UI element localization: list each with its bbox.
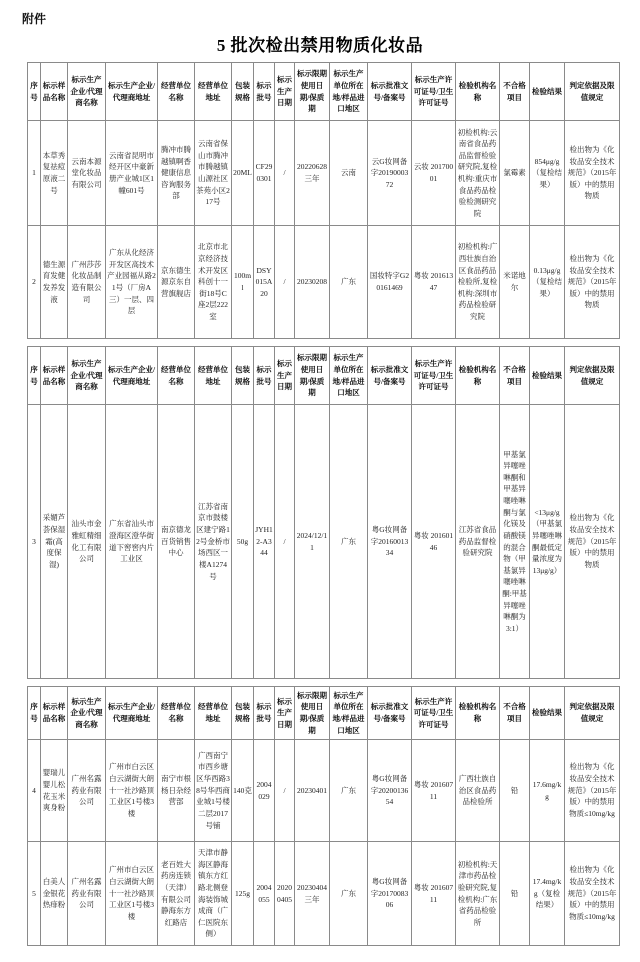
table-cell: 德生源育发健发养发液 bbox=[41, 226, 68, 339]
table-cell: 50g bbox=[232, 405, 254, 679]
table-cell: 粤妆 20160711 bbox=[412, 740, 456, 842]
table-cell: 江苏省南京市鼓楼区建宁路12号金桥市场西区一楼A1274号 bbox=[195, 405, 232, 679]
table-cell: 20ML bbox=[232, 121, 254, 226]
table-cell: JYH12-A344 bbox=[254, 405, 275, 679]
table-cell: 铅 bbox=[500, 740, 530, 842]
column-header: 标示批准文号/备案号 bbox=[368, 63, 412, 121]
table-cell: 粤G妆网备字2016001334 bbox=[368, 405, 412, 679]
column-header: 序号 bbox=[28, 347, 41, 405]
table-cell: 粤G妆网备字2017008306 bbox=[368, 842, 412, 946]
table-cell: 广州莎莎化妆品制造有限公司 bbox=[68, 226, 106, 339]
table-cell: 100ml bbox=[232, 226, 254, 339]
table-cell: 云南省昆明市经开区中豪新册产业城1区1幢601号 bbox=[106, 121, 158, 226]
inspection-table-section-1 bbox=[27, 62, 620, 339]
table-cell: 京东德生源京东自营旗舰店 bbox=[158, 226, 195, 339]
column-header: 标示生产单位所在地/样品进口地区 bbox=[330, 63, 368, 121]
table-cell: 20230401 bbox=[295, 740, 330, 842]
table-cell: / bbox=[275, 121, 295, 226]
column-header: 标示批准文号/备案号 bbox=[368, 687, 412, 740]
table-cell: 2 bbox=[28, 226, 41, 339]
table-cell: 5 bbox=[28, 842, 41, 946]
table-cell: 江苏省食品药品监督检验研究院 bbox=[456, 405, 500, 679]
table-cell: 854μg/g（复检结果） bbox=[530, 121, 565, 226]
table-cell: 20220628三年 bbox=[295, 121, 330, 226]
column-header: 标示批准文号/备案号 bbox=[368, 347, 412, 405]
column-header: 检验结果 bbox=[530, 347, 565, 405]
column-header: 检验机构名称 bbox=[456, 687, 500, 740]
column-header: 标示生产日期 bbox=[275, 687, 295, 740]
column-header: 经营单位名称 bbox=[158, 687, 195, 740]
table-cell: 广东省汕头市澄海区澄华街道下窖窖内片工业区 bbox=[106, 405, 158, 679]
column-header: 标示生产许可证号/卫生许可证号 bbox=[412, 63, 456, 121]
column-header: 标示生产企业/代理商地址 bbox=[106, 687, 158, 740]
table-row bbox=[28, 740, 620, 842]
table-cell: 粤妆 20160711 bbox=[412, 842, 456, 946]
column-header: 标示生产单位所在地/样品进口地区 bbox=[330, 687, 368, 740]
column-header: 标示生产企业/代理商地址 bbox=[106, 347, 158, 405]
column-header: 经营单位名称 bbox=[158, 347, 195, 405]
column-header: 标示生产许可证号/卫生许可证号 bbox=[412, 347, 456, 405]
column-header: 经营单位名称 bbox=[158, 63, 195, 121]
attachment-label: 附件 bbox=[22, 12, 47, 26]
inspection-table-section-3 bbox=[27, 686, 620, 946]
table-cell: 云G妆网备字2019000372 bbox=[368, 121, 412, 226]
table-cell: 检出物为《化妆品安全技术规范》（2015年版）中的禁用物质≤10mg/kg bbox=[565, 842, 620, 946]
table-cell: 检出物为《化妆品安全技术规范》（2015年版）中的禁用物质 bbox=[565, 405, 620, 679]
table-cell: 广东从化经济开发区高技术产业园福从路21号（厂房A三）一层、四层 bbox=[106, 226, 158, 339]
table-cell: 广州名露药业有限公司 bbox=[68, 842, 106, 946]
column-header: 标示生产企业/代理商名称 bbox=[68, 63, 106, 121]
column-header: 判定依据及限值规定 bbox=[565, 63, 620, 121]
column-header: 包装规格 bbox=[232, 687, 254, 740]
column-header: 检验结果 bbox=[530, 63, 565, 121]
column-header: 标示生产企业/代理商地址 bbox=[106, 63, 158, 121]
table-cell: 南宁市根杨日杂经营部 bbox=[158, 740, 195, 842]
column-header: 检验机构名称 bbox=[456, 63, 500, 121]
table-cell: 广东 bbox=[330, 740, 368, 842]
table-cell: 粤G妆网备字2020013654 bbox=[368, 740, 412, 842]
table-cell: 广州市白云区白云湖街大朗十一社沙路顶工业区1号楼3楼 bbox=[106, 842, 158, 946]
table-cell: 广东 bbox=[330, 226, 368, 339]
table-cell: 云南 bbox=[330, 121, 368, 226]
table-cell: 氯霉素 bbox=[500, 121, 530, 226]
table-cell: 国妆特字G20161469 bbox=[368, 226, 412, 339]
column-header: 不合格项目 bbox=[500, 63, 530, 121]
column-header: 标示限期使用日期/保质期 bbox=[295, 347, 330, 405]
column-header: 标示生产日期 bbox=[275, 347, 295, 405]
column-header: 标示批号 bbox=[254, 347, 275, 405]
table-cell: 4 bbox=[28, 740, 41, 842]
table-cell: DSY015A20 bbox=[254, 226, 275, 339]
table-cell: 腾冲市腾越镇啊香健康信息咨询服务部 bbox=[158, 121, 195, 226]
page-title: 5 批次检出禁用物质化妆品 bbox=[216, 36, 424, 55]
table-cell: 0.13μg/g（复检结果） bbox=[530, 226, 565, 339]
table-cell: 甲基氯异噻唑啉酮和甲基异噻唑啉酮与氯化镁及硝酸镁的混合物（甲基氯异噻唑啉酮:甲基异噻唑啉酮为3:1） bbox=[500, 405, 530, 679]
header-row bbox=[28, 347, 620, 405]
table-cell: 采媚芦荟保湿霜(高度保湿) bbox=[41, 405, 68, 679]
column-header: 标示生产单位所在地/样品进口地区 bbox=[330, 347, 368, 405]
table-cell: 2004055 bbox=[254, 842, 275, 946]
column-header: 包装规格 bbox=[232, 63, 254, 121]
table-cell: 20230404三年 bbox=[295, 842, 330, 946]
table-cell: 检出物为《化妆品安全技术规范》（2015年版）中的禁用物质 bbox=[565, 121, 620, 226]
column-header: 标示生产日期 bbox=[275, 63, 295, 121]
table-cell: 婴瑞儿婴儿松花玉米爽身粉 bbox=[41, 740, 68, 842]
table-cell: 1 bbox=[28, 121, 41, 226]
table-cell: 17.6mg/kg bbox=[530, 740, 565, 842]
table-cell: 检出物为《化妆品安全技术规范》（2015年版）中的禁用物质 bbox=[565, 226, 620, 339]
column-header: 判定依据及限值规定 bbox=[565, 687, 620, 740]
table-cell: 米诺地尔 bbox=[500, 226, 530, 339]
column-header: 标示限期使用日期/保质期 bbox=[295, 687, 330, 740]
table-cell: 20230208 bbox=[295, 226, 330, 339]
table-cell: 粤妆 20160146 bbox=[412, 405, 456, 679]
column-header: 标示生产企业/代理商名称 bbox=[68, 687, 106, 740]
table-cell: 广西南宁市西乡塘区华西路38号华西商业城1号楼二层2017号铺 bbox=[195, 740, 232, 842]
header-row bbox=[28, 687, 620, 740]
table-cell: / bbox=[275, 405, 295, 679]
column-header: 标示批号 bbox=[254, 63, 275, 121]
table-cell: 汕头市金雅虹精细化工有限公司 bbox=[68, 405, 106, 679]
column-header: 标示样品名称 bbox=[41, 347, 68, 405]
table-cell: 广州名露药业有限公司 bbox=[68, 740, 106, 842]
column-header: 标示样品名称 bbox=[41, 687, 68, 740]
table-cell: / bbox=[275, 226, 295, 339]
column-header: 包装规格 bbox=[232, 347, 254, 405]
table-row bbox=[28, 226, 620, 339]
table-cell: 广西壮族自治区食品药品检验所 bbox=[456, 740, 500, 842]
table-cell: 2004029 bbox=[254, 740, 275, 842]
table-cell: 天津市静海区静海镇东方红路北侧登海装饰城成商（广仁医院东侧） bbox=[195, 842, 232, 946]
tables-container bbox=[27, 62, 620, 946]
table-cell: 检出物为《化妆品安全技术规范》（2015年版）中的禁用物质≤10mg/kg bbox=[565, 740, 620, 842]
column-header: 序号 bbox=[28, 687, 41, 740]
table-cell: 云南本源堂化妆品有限公司 bbox=[68, 121, 106, 226]
column-header: 标示生产企业/代理商名称 bbox=[68, 347, 106, 405]
table-cell: 17.4mg/kg（复检结果） bbox=[530, 842, 565, 946]
column-header: 判定依据及限值规定 bbox=[565, 347, 620, 405]
table-cell: 广州市白云区白云湖街大朗十一社沙路顶工业区1号楼3楼 bbox=[106, 740, 158, 842]
table-cell: 125g bbox=[232, 842, 254, 946]
table-cell: 北京市北京经济技术开发区科创十一街18号C座2层222室 bbox=[195, 226, 232, 339]
column-header: 经营单位地址 bbox=[195, 63, 232, 121]
table-cell: 本草秀复祛痘原液二号 bbox=[41, 121, 68, 226]
column-header: 标示批号 bbox=[254, 687, 275, 740]
column-header: 序号 bbox=[28, 63, 41, 121]
table-cell: 广东 bbox=[330, 405, 368, 679]
table-row bbox=[28, 405, 620, 679]
table-cell: 粤妆 20161347 bbox=[412, 226, 456, 339]
column-header: 经营单位地址 bbox=[195, 347, 232, 405]
column-header: 标示样品名称 bbox=[41, 63, 68, 121]
table-cell: <13μg/g（甲基氯异噻唑啉酮最低定量浓度为13μg/g） bbox=[530, 405, 565, 679]
column-header: 标示限期使用日期/保质期 bbox=[295, 63, 330, 121]
column-header: 不合格项目 bbox=[500, 347, 530, 405]
table-cell: CF290301 bbox=[254, 121, 275, 226]
inspection-table-section-2 bbox=[27, 346, 620, 679]
header-row bbox=[28, 63, 620, 121]
table-row bbox=[28, 121, 620, 226]
table-cell: 3 bbox=[28, 405, 41, 679]
table-cell: / bbox=[275, 740, 295, 842]
column-header: 检验结果 bbox=[530, 687, 565, 740]
column-header: 不合格项目 bbox=[500, 687, 530, 740]
table-cell: 广东 bbox=[330, 842, 368, 946]
table-cell: 云南省保山市腾冲市腾越镇山源社区茶苑小区217号 bbox=[195, 121, 232, 226]
table-cell: 南京德龙百货销售中心 bbox=[158, 405, 195, 679]
table-cell: 初检机构:云南省食品药品监督检验研究院,复检机构:重庆市食品药品检验检测研究院 bbox=[456, 121, 500, 226]
table-cell: 铅 bbox=[500, 842, 530, 946]
table-row bbox=[28, 842, 620, 946]
table-cell: 老百姓大药房连锁（天津）有限公司静海东方红路店 bbox=[158, 842, 195, 946]
table-cell: 初检机构:天津市药品检验研究院,复检机构:广东省药品检验所 bbox=[456, 842, 500, 946]
column-header: 经营单位地址 bbox=[195, 687, 232, 740]
table-cell: 2024/12/11 bbox=[295, 405, 330, 679]
table-cell: 140克 bbox=[232, 740, 254, 842]
column-header: 标示生产许可证号/卫生许可证号 bbox=[412, 687, 456, 740]
table-cell: 白美人金银花热痱粉 bbox=[41, 842, 68, 946]
table-cell: 初检机构:广西壮族自治区食品药品检验所,复检机构:深圳市药品检验研究院 bbox=[456, 226, 500, 339]
column-header: 检验机构名称 bbox=[456, 347, 500, 405]
table-cell: 云妆 20170001 bbox=[412, 121, 456, 226]
table-cell: 20200405 bbox=[275, 842, 295, 946]
